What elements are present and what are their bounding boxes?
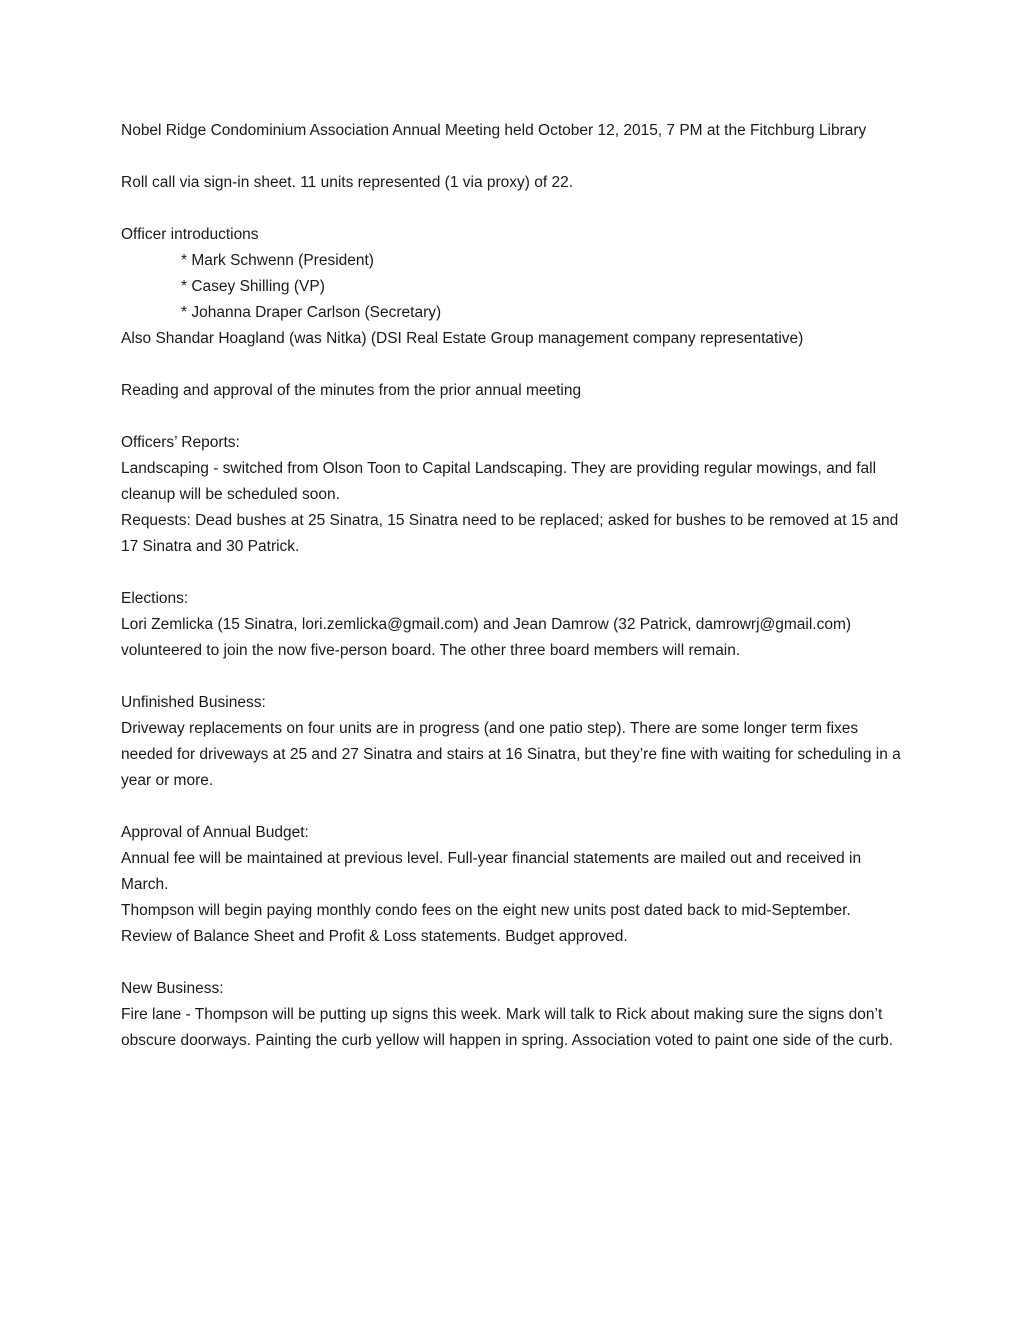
reports-landscaping: Landscaping - switched from Olson Toon to Capital Landscaping. They are providing regular mowings, and fall cleanup will be scheduled soon. [121,460,877,503]
new-business-heading: New Business: [121,980,224,997]
budget-fee: Annual fee will be maintained at previous level. Full-year financial statements are mailed out and received in March. [121,850,862,893]
elections-text: Lori Zemlicka (15 Sinatra, lori.zemlicka@gmail.com) and Jean Damrow (32 Patrick, damrowrj@gmail.com) volunteered to join the now five-person board. The other three board members will remain. [121,616,852,659]
officer-item: * Johanna Draper Carlson (Secretary) [181,304,442,321]
reports-heading: Officers’ Reports: [121,434,240,451]
reports-requests: Requests: Dead bushes at 25 Sinatra, 15 Sinatra need to be replaced; asked for bushes to be removed at 15 and 17 Sinatra and 30 Patrick. [121,512,899,555]
meeting-title: Nobel Ridge Condominium Association Annual Meeting held October 12, 2015, 7 PM at the Fitchburg Library [121,122,867,139]
minutes-approval: Reading and approval of the minutes from the prior annual meeting [121,382,582,399]
budget-heading: Approval of Annual Budget: [121,824,309,841]
budget-thompson: Thompson will begin paying monthly condo fees on the eight new units post dated back to mid-September. [121,902,851,919]
unfinished-heading: Unfinished Business: [121,694,266,711]
new-business-text: Fire lane - Thompson will be putting up signs this week. Mark will talk to Rick about making sure the signs don’t obscure doorways. Painting the curb yellow will happen in spring. Association voted to paint one side of the curb. [121,1006,894,1049]
officers-heading: Officer introductions [121,226,259,243]
officer-item: * Casey Shilling (VP) [181,278,325,295]
document-page [121,118,911,1054]
officer-item: * Mark Schwenn (President) [181,252,374,269]
budget-review: Review of Balance Sheet and Profit & Loss statements. Budget approved. [121,928,628,945]
roll-call: Roll call via sign-in sheet. 11 units represented (1 via proxy) of 22. [121,174,574,191]
officers-also: Also Shandar Hoagland (was Nitka) (DSI Real Estate Group management company representative) [121,330,804,347]
unfinished-text: Driveway replacements on four units are in progress (and one patio step). There are some longer term fixes needed for driveways at 25 and 27 Sinatra and stairs at 16 Sinatra, but they’re fine with waiting for scheduling in a year or more. [121,720,901,789]
elections-heading: Elections: [121,590,189,607]
